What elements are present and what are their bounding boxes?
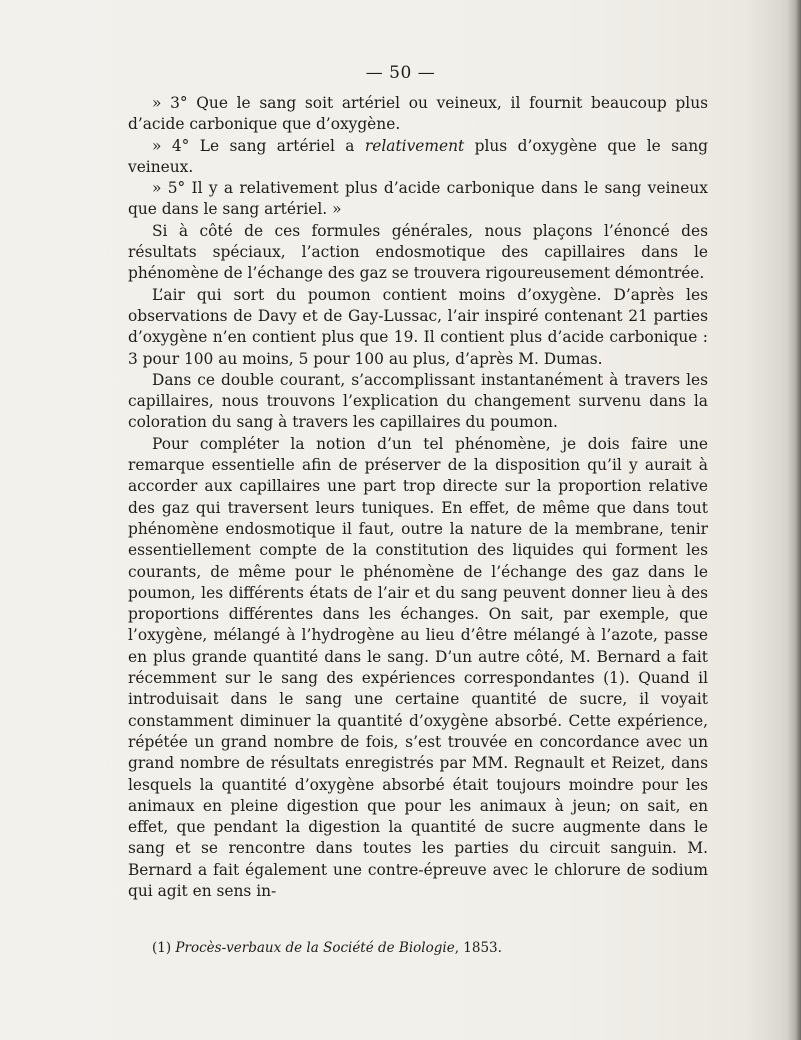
paragraph-lung-air: L’air qui sort du poumon contient moins d’oxygène. D’après les observations de Davy et de Gay-Lussac, l’air inspiré contenant 21 parties d’oxygène n’en contient plus que 19. Il contient plus d’acide carbonique : 3 pour 100 au moins, 5 pour 100 au plus, d’après M. Dumas. xyxy=(128,285,708,368)
footnote-year: , 1853. xyxy=(454,940,502,956)
page-edge-shadow xyxy=(787,0,801,1040)
body-text xyxy=(128,93,708,902)
paragraph-endosmotic-action: Si à côté de ces formules générales, nous plaçons l’énoncé des résultats spéciaux, l’action endosmotique des capillaires dans le phénomène de l’échange des gaz se trouvera rigoureusement démontrée. xyxy=(128,221,708,283)
paragraph-point-3: » 3° Que le sang soit artériel ou veineux, il fournit beaucoup plus d’acide carbonique que d’oxygène. xyxy=(128,94,708,134)
paragraph-bernard-experiments: Pour compléter la notion d’un tel phénomène, je dois faire une remarque essentielle afin de préserver de la disposition qu’il y aurait à accorder aux capillaires une part trop directe sur la proportion relative des gaz qui traversent leurs tuniques. En effet, de même que dans tout phénomène endosmotique il faut, outre la nature de la membrane, tenir essentiellement compte de la constitution des liquides qui forment les courants, de même pour le phénomène de l’échange des gaz dans le poumon, les différents états de l’air et du sang peuvent donner lieu à des proportions différentes dans les échanges. On sait, par exemple, que l’oxygène, mélangé à l’hydrogène au lieu d’être mélangé à l’azote, passe en plus grande quantité dans le sang. D’un autre côté, M. Bernard a fait récemment sur le sang des expériences correspondantes (1). Quand il introduisait dans le sang une certaine quantité de sucre, il voyait constamment diminuer la quantité d’oxygène absorbé. Cette expérience, répétée un grand nombre de fois, s’est trouvée en concordance avec un grand nombre de résultats enregistrés par MM. Regnault et Reizet, dans lesquels la quantité d’oxygène absorbé était toujours moindre pour les animaux en pleine digestion que pour les animaux à jeun; on sait, en effet, que pendant la digestion la quantité de sucre augmente dans le sang et se rencontre dans toutes les parties du circuit sanguin. M. Bernard a fait également une contre-épreuve avec le chlorure de sodium qui agit en sens in- xyxy=(128,434,708,900)
paragraph-point-5: » 5° Il y a relativement plus d’acide carbonique dans le sang veineux que dans le sang artériel. » xyxy=(128,179,708,219)
footnote-marker: (1) xyxy=(152,940,172,956)
footnote xyxy=(152,938,708,958)
paragraph-double-current: Dans ce double courant, s’accomplissant instantanément à travers les capillaires, nous trouvons l’explication du changement survenu dans la coloration du sang à travers les capillaires du poumon. xyxy=(128,370,708,432)
footnote-source: Procès-verbaux de la Société de Biologie xyxy=(175,940,455,956)
paragraph-point-4: » 4° Le sang artériel a relativement plus d’oxygène que le sang veineux. xyxy=(128,136,708,176)
emphasis-relativement: relativement xyxy=(364,136,465,155)
page-number: — 50 — xyxy=(365,63,436,83)
